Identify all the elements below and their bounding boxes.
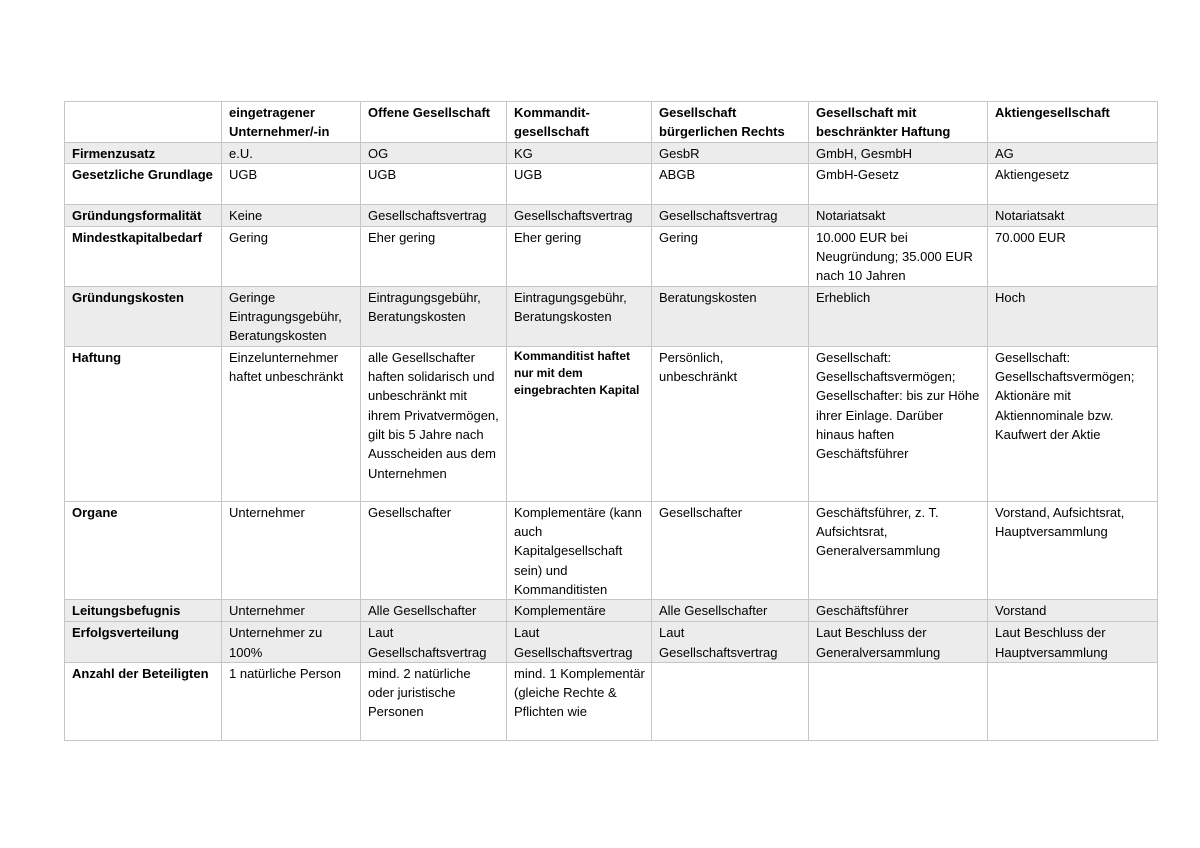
table-cell: Alle Gesellschafter [652, 600, 809, 622]
table-row-gruendungskosten [65, 286, 1158, 346]
table-cell: Komplementäre (kann auch Kapitalgesellschaft sein) und Kommanditisten [507, 501, 652, 599]
table-cell: ABGB [652, 163, 809, 204]
table-cell: Gering [222, 226, 361, 286]
table-row-organe [65, 501, 1158, 599]
table-cell: Eintragungsgebühr, Beratungskosten [361, 286, 507, 346]
table-cell: Laut Beschluss der Hauptversammlung [988, 622, 1158, 663]
table-cell: Vorstand [988, 600, 1158, 622]
table-cell: Vorstand, Aufsichtsrat, Hauptversammlung [988, 501, 1158, 599]
table-cell: KG [507, 142, 652, 163]
header-cell-og: Offene Gesellschaft [361, 102, 507, 143]
table-cell: Aktiengesetz [988, 163, 1158, 204]
row-label: Gesetzliche Grundlage [65, 163, 222, 204]
table-cell: Geschäftsführer [809, 600, 988, 622]
table-row-formalitaet [65, 204, 1158, 226]
table-cell: Eher gering [507, 226, 652, 286]
table-row-erfolgsverteilung [65, 622, 1158, 663]
table-cell: Komplementäre [507, 600, 652, 622]
table-cell: mind. 1 Komplementär (gleiche Rechte & Pflichten wie [507, 662, 652, 740]
table-cell: Unternehmer zu 100% [222, 622, 361, 663]
table-cell: Hoch [988, 286, 1158, 346]
table-cell: UGB [222, 163, 361, 204]
header-cell-empty [65, 102, 222, 143]
table-cell: Laut Gesellschaftsvertrag [361, 622, 507, 663]
table-cell: UGB [361, 163, 507, 204]
table-cell: Unternehmer [222, 600, 361, 622]
table-cell: Kommanditist haftet nur mit dem eingebrachten Kapital [507, 346, 652, 501]
table-row-haftung [65, 346, 1158, 501]
table-cell: Laut Beschluss der Generalversammlung [809, 622, 988, 663]
row-label: Mindestkapitalbedarf [65, 226, 222, 286]
header-cell-kg: Kommandit- gesellschaft [507, 102, 652, 143]
table-cell: UGB [507, 163, 652, 204]
table-cell: OG [361, 142, 507, 163]
table-cell: Notariatsakt [809, 204, 988, 226]
row-label: Leitungsbefugnis [65, 600, 222, 622]
row-label: Firmenzusatz [65, 142, 222, 163]
table-cell: Beratungskosten [652, 286, 809, 346]
table-row-beteiligte [65, 662, 1158, 740]
table-cell: e.U. [222, 142, 361, 163]
table-cell: GmbH, GesmbH [809, 142, 988, 163]
table-cell: Gesellschaft: Gesellschaftsvermögen; Aktionäre mit Aktiennominale bzw. Kaufwert der Aktie [988, 346, 1158, 501]
header-cell-ag: Aktiengesellschaft [988, 102, 1158, 143]
table-cell: Laut Gesellschaftsvertrag [507, 622, 652, 663]
table-cell: GmbH-Gesetz [809, 163, 988, 204]
table-cell: Keine [222, 204, 361, 226]
table-cell [809, 662, 988, 740]
header-cell-eu: eingetragener Unternehmer/-in [222, 102, 361, 143]
table-cell: AG [988, 142, 1158, 163]
table-row-leitungsbefugnis [65, 600, 1158, 622]
table-cell: GesbR [652, 142, 809, 163]
table-cell: Gesellschafter [361, 501, 507, 599]
table-cell: Erheblich [809, 286, 988, 346]
table-cell: Geringe Eintragungsgebühr, Beratungskosten [222, 286, 361, 346]
comparison-table [64, 101, 1158, 741]
table-row-firmenzusatz [65, 142, 1158, 163]
table-cell: Gesellschafter [652, 501, 809, 599]
table-row-grundlage [65, 163, 1158, 204]
row-label: Organe [65, 501, 222, 599]
table-cell: Gesellschaftsvertrag [652, 204, 809, 226]
table-cell: Laut Gesellschaftsvertrag [652, 622, 809, 663]
table-cell: Eintragungsgebühr, Beratungskosten [507, 286, 652, 346]
table-cell: Gering [652, 226, 809, 286]
table-cell: Alle Gesellschafter [361, 600, 507, 622]
table-cell: Unternehmer [222, 501, 361, 599]
table-cell [988, 662, 1158, 740]
row-label: Anzahl der Beteiligten [65, 662, 222, 740]
row-label: Haftung [65, 346, 222, 501]
table-cell: 1 natürliche Person [222, 662, 361, 740]
table-cell: Persönlich, unbeschränkt [652, 346, 809, 501]
header-cell-gmbh: Gesellschaft mit beschränkter Haftung [809, 102, 988, 143]
table-cell: Eher gering [361, 226, 507, 286]
table-cell: Notariatsakt [988, 204, 1158, 226]
table-cell: 70.000 EUR [988, 226, 1158, 286]
table-row-mindestkapital [65, 226, 1158, 286]
table-cell [652, 662, 809, 740]
row-label: Gründungsformalität [65, 204, 222, 226]
table-cell: alle Gesellschafter haften solidarisch und unbeschränkt mit ihrem Privatvermögen, gilt bis 5 Jahre nach Ausscheiden aus dem Unternehmen [361, 346, 507, 501]
table-cell: mind. 2 natürliche oder juristische Personen [361, 662, 507, 740]
table-cell: Einzelunternehmer haftet unbeschränkt [222, 346, 361, 501]
table-cell: Gesellschaft: Gesellschaftsvermögen; Gesellschafter: bis zur Höhe ihrer Einlage. Darüber hinaus haften Geschäftsführer [809, 346, 988, 501]
table-cell: 10.000 EUR bei Neugründung; 35.000 EUR nach 10 Jahren [809, 226, 988, 286]
table-cell: Geschäftsführer, z. T. Aufsichtsrat, Generalversammlung [809, 501, 988, 599]
header-cell-gesbr: Gesellschaft bürgerlichen Rechts [652, 102, 809, 143]
table-cell: Gesellschaftsvertrag [507, 204, 652, 226]
header-row [65, 102, 1158, 143]
table-cell: Gesellschaftsvertrag [361, 204, 507, 226]
row-label: Erfolgsverteilung [65, 622, 222, 663]
row-label: Gründungskosten [65, 286, 222, 346]
